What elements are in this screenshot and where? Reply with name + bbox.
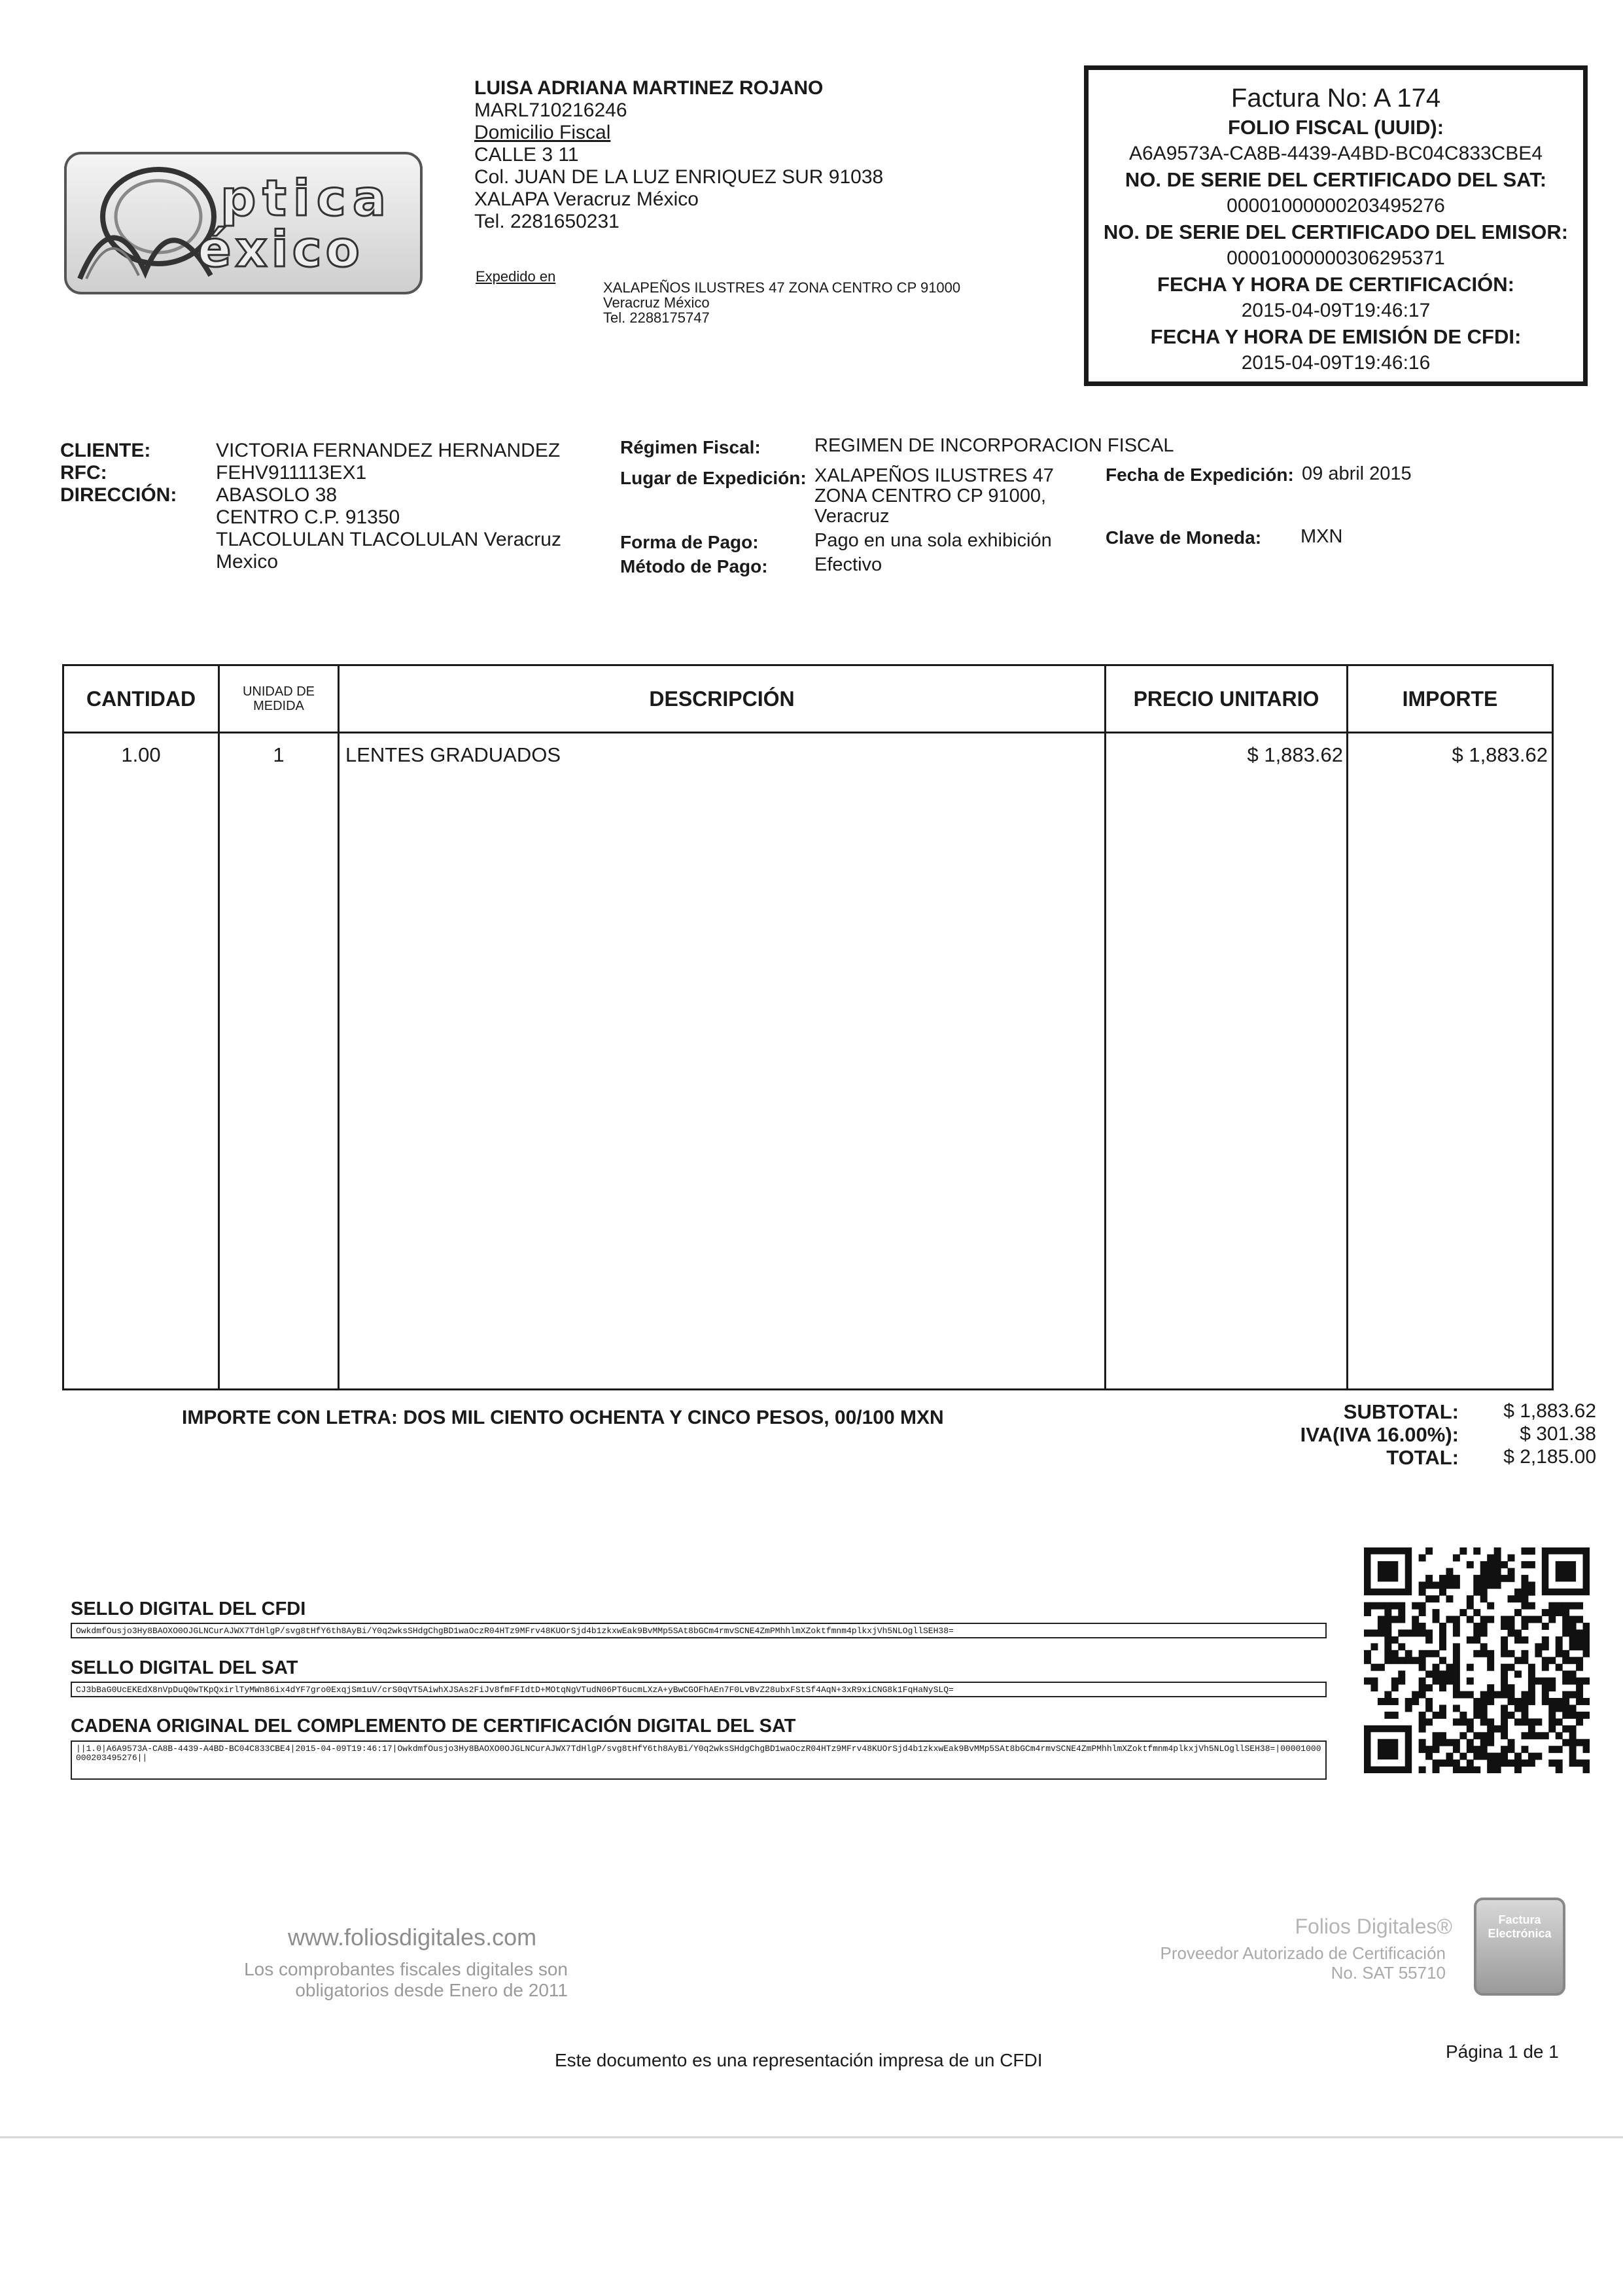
footer-prov: Proveedor Autorizado de Certificación <box>1160 1943 1446 1963</box>
factura-electronica-badge <box>1474 1898 1565 1996</box>
uuid-label: FOLIO FISCAL (UUID): <box>1227 116 1444 139</box>
header-cantidad: CANTIDAD <box>86 686 196 711</box>
issuer-colonia: Col. JUAN DE LA LUZ ENRIQUEZ SUR 91038 <box>474 166 884 188</box>
moneda-label: Clave de Moneda: <box>1106 527 1262 548</box>
client-addr1: ABASOLO 38 <box>216 484 338 506</box>
fecha-label: Fecha de Expedición: <box>1106 465 1294 485</box>
subtotal-value: $ 1,883.62 <box>1503 1400 1596 1422</box>
client-addr2: CENTRO C.P. 91350 <box>216 506 400 528</box>
issuer-tel: Tel. 2281650231 <box>474 211 620 232</box>
expedido-line2: Veracruz México <box>603 294 710 311</box>
metodo-value: Efectivo <box>814 554 882 575</box>
footer-note1: Los comprobantes fiscales digitales son <box>244 1959 568 1979</box>
logo-text-exico: éxico <box>198 220 364 278</box>
footer-site: www.foliosdigitales.com <box>288 1924 537 1951</box>
rfc-label: RFC: <box>60 462 107 484</box>
row-precio: $ 1,883.62 <box>1247 743 1343 766</box>
page-number: Página 1 de 1 <box>1446 2041 1559 2062</box>
cliente-label: CLIENTE: <box>60 440 151 461</box>
cadena-label: CADENA ORIGINAL DEL COMPLEMENTO DE CERTIFICACIÓN DIGITAL DEL SAT <box>71 1716 796 1737</box>
sello-cfdi-label: SELLO DIGITAL DEL CFDI <box>71 1598 306 1619</box>
badge-line2: Electrónica <box>1488 1927 1552 1940</box>
letra-value: DOS MIL CIENTO OCHENTA Y CINCO PESOS, 00/100 MXN <box>403 1407 944 1428</box>
issuer-street: CALLE 3 11 <box>474 144 579 166</box>
subtotal-label: SUBTOTAL: <box>1343 1400 1459 1423</box>
logo-text-ptica: ptica <box>220 169 393 227</box>
domicilio-label: Domicilio Fiscal <box>474 122 611 143</box>
header-precio: PRECIO UNITARIO <box>1133 686 1319 711</box>
lugar-line1: XALAPEÑOS ILUSTRES 47 <box>814 465 1054 486</box>
expedido-label: Expedido en <box>476 268 556 285</box>
footer-note <box>208 1959 568 2001</box>
lugar-block <box>814 466 1054 527</box>
header-unidad-line2: MEDIDA <box>253 699 304 713</box>
sello-cfdi-box: OwkdmfOusjo3Hy8BAOXO0OJGLNCurAJWX7TdHlgP/svg8tHfY6th8AyBi/Y0q2wksSHdgChgBD1waOczR04HTz9MFrv48KUOrSjd4b1zkxwEak9BvMMp5SAt8bGCm4rmvSCNE4ZmPMhhlmXZoktfmnm4plkxjVh5NLOgllSEH38= <box>71 1623 1327 1638</box>
total-label: TOTAL: <box>1386 1446 1459 1469</box>
issuer-name: LUISA ADRIANA MARTINEZ ROJANO <box>474 77 824 99</box>
importe-letra <box>182 1407 944 1429</box>
lugar-label: Lugar de Expedición: <box>620 468 807 488</box>
sat-cert-label: NO. DE SERIE DEL CERTIFICADO DEL SAT: <box>1125 168 1547 191</box>
letra-label: IMPORTE CON LETRA: <box>182 1407 398 1428</box>
footer-brand: Folios Digitales® <box>1295 1915 1452 1938</box>
client-labels <box>60 440 177 506</box>
total-value: $ 2,185.00 <box>1503 1446 1596 1468</box>
iva-value: $ 301.38 <box>1520 1423 1596 1445</box>
badge-line1: Factura <box>1498 1913 1541 1926</box>
header-descripcion: DESCRIPCIÓN <box>649 686 795 711</box>
issuer-rfc: MARL710216246 <box>474 99 627 121</box>
header-unidad <box>220 666 338 732</box>
expedido-block <box>603 280 960 325</box>
emision-value: 2015-04-09T19:46:16 <box>1241 352 1431 374</box>
iva-label: IVA(IVA 16.00%): <box>1300 1423 1459 1446</box>
row-unidad: 1 <box>273 743 285 766</box>
invoice-info-box <box>1084 65 1588 386</box>
row-descripcion: LENTES GRADUADOS <box>345 743 561 766</box>
cert-date-label: FECHA Y HORA DE CERTIFICACIÓN: <box>1157 273 1514 296</box>
sello-sat-label: SELLO DIGITAL DEL SAT <box>71 1657 298 1678</box>
header-unidad-line1: UNIDAD DE <box>242 684 315 699</box>
doc-note: Este documento es una representación impresa de un CFDI <box>555 2050 1043 2070</box>
cadena-box: ||1.0|A6A9573A-CA8B-4439-A4BD-BC04C833CBE4|2015-04-09T19:46:17|OwkdmfOusjo3Hy8BAOXO0OJGLNCurAJWX7TdHlgP/svg8tHfY6th8AyBi/Y0q2wksSHdgChgBD1waOczR04HTz9MFrv48KUOrSjd4b1zkxwEak9BvMMp5SAt8bGCm4rmvSCNE4ZmPMhhlmXZoktfmnm4plkxjVh5NLOgllSEH38=|00001000000203495276|| <box>71 1740 1327 1780</box>
metodo-label: Método de Pago: <box>620 556 768 576</box>
header-importe: IMPORTE <box>1402 686 1498 711</box>
client-rfc: FEHV911113EX1 <box>216 462 367 484</box>
issuer-block <box>474 77 883 233</box>
uuid-value: A6A9573A-CA8B-4439-A4BD-BC04C833CBE4 <box>1128 143 1543 164</box>
row-importe: $ 1,883.62 <box>1452 743 1548 766</box>
qr-code-icon <box>1364 1547 1590 1773</box>
expedido-tel: Tel. 2288175747 <box>603 309 710 326</box>
client-name: VICTORIA FERNANDEZ HERNANDEZ <box>216 440 561 461</box>
sello-sat-box: CJ3bBaG0UcEKEdX8nVpDuQ0wTKpQxirlTyMWn86ix4dYF7gro0ExqjSm1uV/crS0qVT5AiwhXJSAs2FiJv8fmFFIdtD+MOtqNgVTudN06PT6ucmLXzA+yBwCGOFhAEn7F0LvBvZ28ubxFStSf4AqN+3xR9xiCNG8k1FqHaNySLQ= <box>71 1682 1327 1697</box>
client-values <box>216 440 561 573</box>
cert-date-value: 2015-04-09T19:46:17 <box>1241 300 1431 321</box>
regimen-label: Régimen Fiscal: <box>620 437 761 457</box>
emisor-cert-value: 00001000000306295371 <box>1227 247 1445 269</box>
footer-prov-block <box>1112 1943 1446 1983</box>
regimen-value: REGIMEN DE INCORPORACION FISCAL <box>814 435 1174 456</box>
forma-value: Pago en una sola exhibición <box>814 530 1052 551</box>
direccion-label: DIRECCIÓN: <box>60 484 177 506</box>
footer-note2: obligatorios desde Enero de 2011 <box>295 1980 568 2000</box>
moneda-value: MXN <box>1300 526 1343 547</box>
lugar-line2: ZONA CENTRO CP 91000, <box>814 486 1047 506</box>
expedido-line1: XALAPEÑOS ILUSTRES 47 ZONA CENTRO CP 91000 <box>603 279 961 296</box>
issuer-city: XALAPA Veracruz México <box>474 188 699 210</box>
footer-sat-no: No. SAT 55710 <box>1331 1963 1446 1983</box>
row-cantidad: 1.00 <box>121 743 161 766</box>
scan-edge-line <box>0 2136 1623 2138</box>
items-table <box>62 664 1554 1390</box>
client-addr3: TLACOLULAN TLACOLULAN Veracruz <box>216 529 561 550</box>
client-addr4: Mexico <box>216 551 279 573</box>
invoice-number: Factura No: A 174 <box>1230 84 1441 113</box>
sat-cert-value: 00001000000203495276 <box>1227 195 1445 217</box>
forma-label: Forma de Pago: <box>620 532 759 552</box>
lugar-line3: Veracruz <box>814 506 890 527</box>
optica-mexico-logo <box>64 152 423 294</box>
fecha-value: 09 abril 2015 <box>1302 463 1412 484</box>
logo-emblem-icon <box>73 161 217 285</box>
emision-label: FECHA Y HORA DE EMISIÓN DE CFDI: <box>1150 325 1522 348</box>
emisor-cert-label: NO. DE SERIE DEL CERTIFICADO DEL EMISOR: <box>1103 221 1569 243</box>
